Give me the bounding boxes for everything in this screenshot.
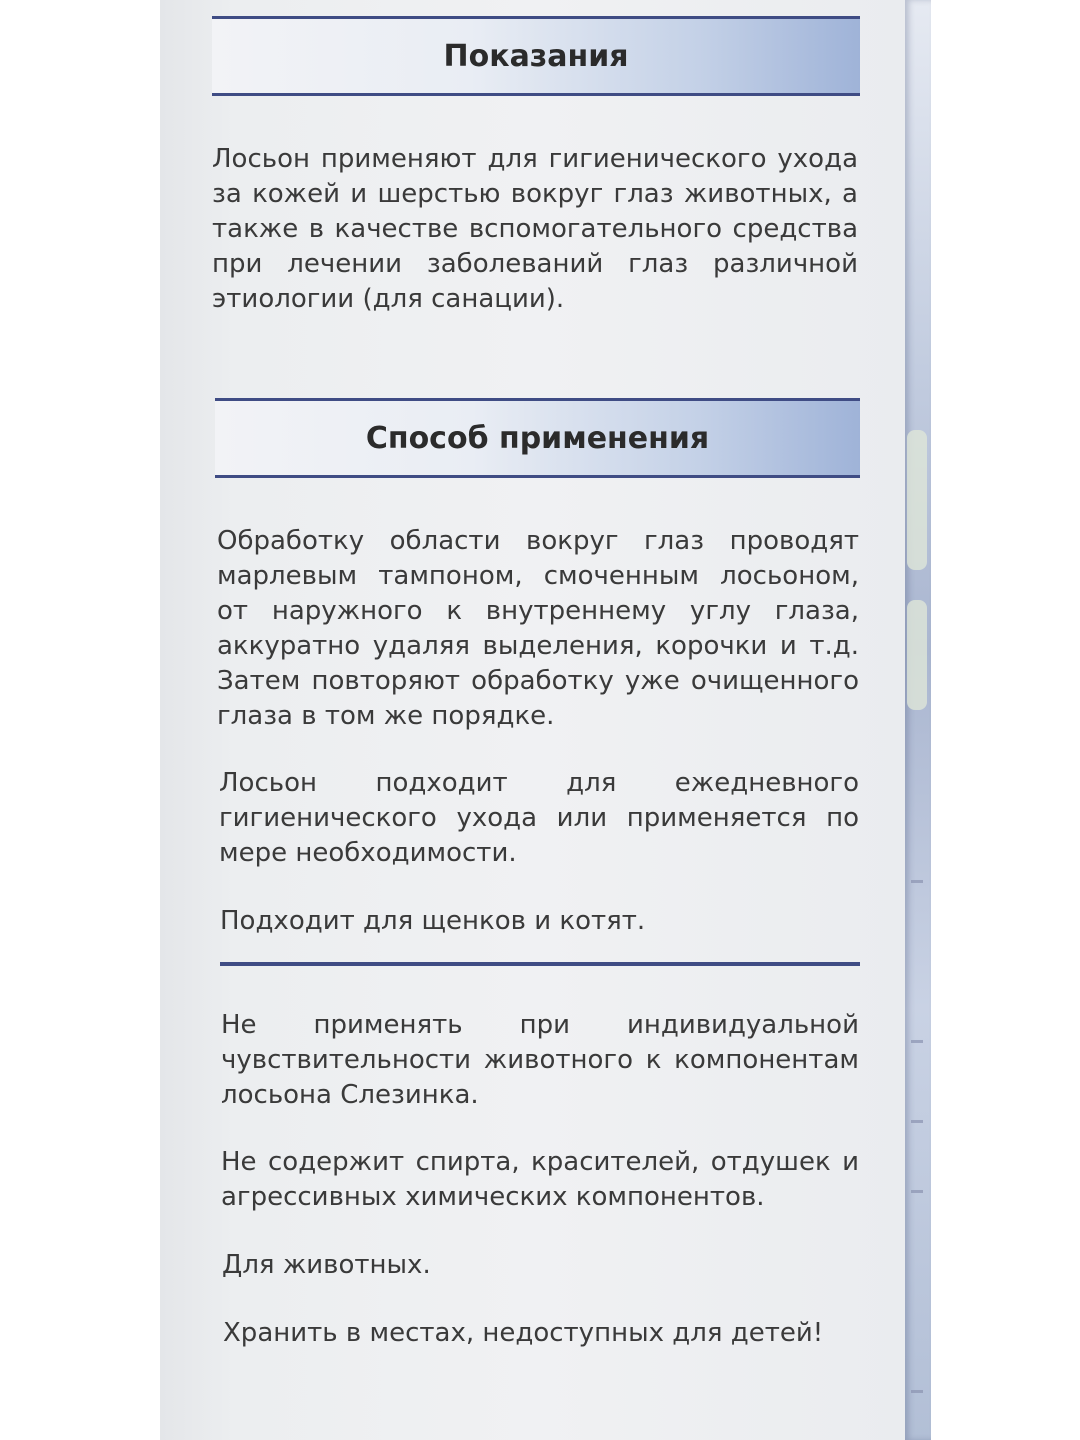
- package-side-edge: [905, 0, 931, 1440]
- usage-paragraph: Обработку области вокруг глаз проводят марлевым тампоном, смоченным лосьоном, от наружного к внутреннему углу глаза, аккуратно удаляя выделения, корочки и т.д. Затем повторяют обработку уже очищенного глаза в том же порядке.: [217, 526, 859, 731]
- background: [931, 0, 1080, 1440]
- section-title: Способ применения: [365, 420, 710, 456]
- note-paragraph: Не содержит спирта, красителей, отдушек и агрессивных химических компонентов.: [221, 1147, 859, 1212]
- usage-paragraph: Лосьон подходит для ежедневного гигиенического ухода или применяется по мере необходимости.: [219, 768, 859, 868]
- usage-paragraph: Подходит для щенков и котят.: [220, 906, 646, 936]
- note-paragraph: Не применять при индивидуальной чувствительности животного к компонентам лосьона Слезинка.: [221, 1010, 859, 1110]
- section-header-usage: [215, 398, 860, 478]
- note-paragraph: Хранить в местах, недоступных для детей!: [223, 1318, 824, 1348]
- section-title: Показания: [443, 38, 629, 74]
- divider: [220, 962, 860, 966]
- note-paragraph: Для животных.: [222, 1250, 431, 1280]
- indications-paragraph: Лосьон применяют для гигиенического ухода за кожей и шерстью вокруг глаз животных, а также в качестве вспомогательного средства при лечении заболеваний глаз различной этиологии (для санации).: [212, 144, 858, 314]
- section-header-indications: [212, 16, 860, 96]
